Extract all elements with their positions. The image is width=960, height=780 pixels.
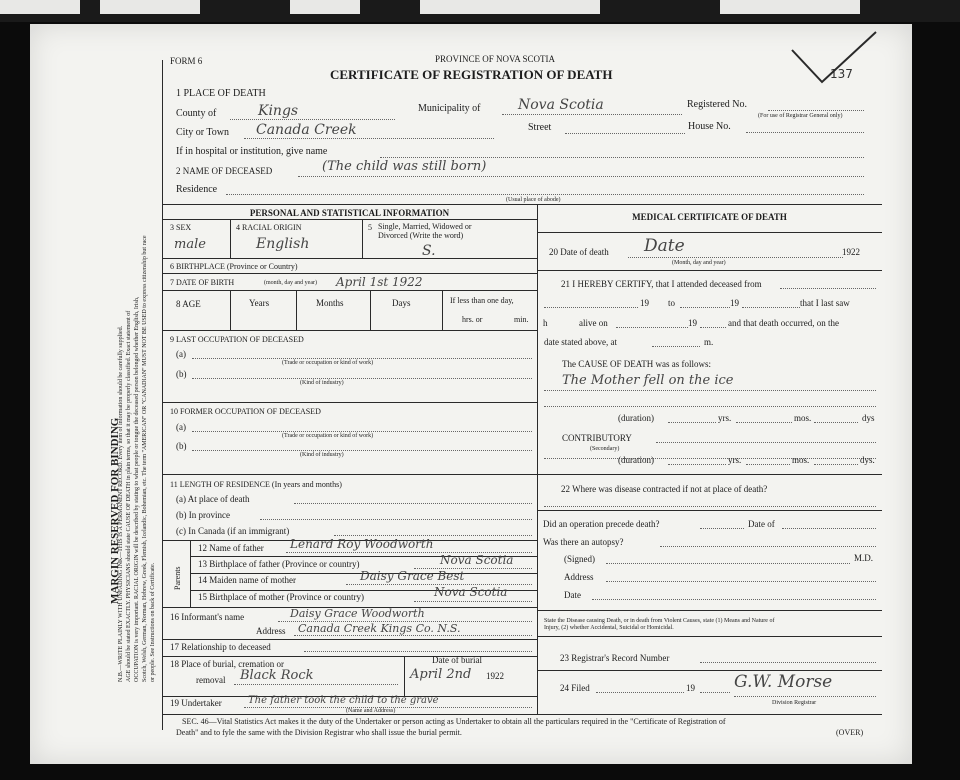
former-industry-note: (Kind of industry) (300, 452, 344, 458)
fill-line (814, 422, 858, 423)
row-rule (162, 273, 537, 274)
check-mark-icon (790, 30, 880, 90)
former-occupation-b: (b) (176, 441, 187, 451)
residence-note: (Usual place of abode) (506, 197, 561, 203)
certify-19-from: 19 (640, 298, 649, 308)
binding-margin-label: MARGIN RESERVED FOR BINDING (109, 417, 121, 604)
age-months-label: Months (316, 298, 344, 308)
province-heading: PROVINCE OF NOVA SCOTIA (434, 54, 556, 64)
row-rule (537, 510, 882, 511)
fill-line (746, 132, 864, 133)
house-no-label: House No. (688, 121, 731, 132)
scan-edge-strip (290, 0, 360, 14)
residence-place: (a) At place of death (176, 494, 250, 504)
fill-line (628, 257, 843, 258)
min-label: min. (514, 315, 529, 324)
fill-line (734, 696, 876, 697)
certificate-title: CERTIFICATE OF REGISTRATION OF DEATH (330, 67, 613, 82)
over-label: (OVER) (836, 728, 864, 737)
place-of-death-heading: 1 PLACE OF DEATH (176, 88, 266, 99)
duration-label: (duration) (618, 413, 654, 423)
fill-line (592, 599, 876, 600)
registrar-signature: G.W. Morse (734, 672, 833, 692)
certify-19-to: 19 (730, 298, 739, 308)
certify-last-saw: that I last saw (800, 298, 850, 308)
md-label: M.D. (854, 553, 874, 563)
less-than-day-label: If less than one day, (450, 296, 514, 305)
cell-divider (442, 290, 443, 330)
cell-divider (230, 219, 231, 258)
fill-line (226, 194, 864, 195)
bottom-rule (162, 714, 882, 715)
fill-line (768, 110, 864, 111)
city-label: City or Town (176, 127, 230, 138)
age-days-label: Days (392, 298, 411, 308)
row-rule (537, 474, 882, 475)
certify-and-that: and that death occurred, on the (728, 318, 839, 328)
duration-dys: dys (862, 413, 875, 423)
fill-line (736, 422, 792, 423)
marital-label-line1: Single, Married, Widowed or (378, 222, 472, 231)
footer-line2: Death" and to fyle the same with the Division Registrar who shall issue the burial permit. (176, 728, 462, 737)
cause-of-death-label: The CAUSE OF DEATH was as follows: (562, 359, 711, 369)
contributory-label: CONTRIBUTORY (562, 433, 632, 443)
secondary-note: (Secondary) (590, 446, 620, 452)
dob-note: (month, day and year) (264, 280, 317, 286)
former-occupation-a: (a) (176, 422, 186, 432)
undertaker-value: The father took the child to the grave (248, 695, 439, 706)
fill-line (700, 327, 726, 328)
operation-date-label: Date of (748, 519, 775, 529)
footer-line1: SEC. 46—Vital Statistics Act makes it the duty of the Undertaker or person acting as Undertaker to obtain all the particulars required in the "Certificate of Registration of (182, 717, 726, 726)
row-rule (537, 270, 882, 271)
sex-value: male (174, 237, 206, 252)
contributory-dys: dys. (860, 455, 875, 465)
fill-line (304, 651, 532, 652)
death-date-label: 20 Date of death (549, 247, 609, 257)
fill-line (616, 327, 688, 328)
occupation-b: (b) (176, 369, 187, 379)
fill-line (192, 358, 532, 359)
residence-province: (b) In province (176, 510, 230, 520)
last-occupation-label: 9 LAST OCCUPATION OF DECEASED (170, 335, 304, 344)
margin-instruction-line: N.B.—WRITE PLAINLY WITH UNFADING INK—THIS IS A PERMANENT RECORD. Every item of information should be carefully supplied. (118, 325, 124, 682)
hrs-label: hrs. or (462, 315, 483, 324)
mother-birthplace-label: 15 Birthplace of mother (Province or country) (198, 592, 364, 602)
left-margin-rule (162, 60, 163, 730)
physician-date-label: Date (564, 590, 581, 600)
scanner-top-edge (0, 0, 960, 22)
informant-name-value: Daisy Grace Woodworth (290, 607, 425, 620)
fill-line (260, 519, 532, 520)
certificate-sheet (30, 24, 912, 764)
row-rule (162, 290, 537, 291)
operation-question: Did an operation precede death? (543, 519, 660, 529)
city-value: Canada Creek (256, 122, 357, 138)
racial-origin-value: English (256, 236, 310, 252)
death-date-value: Date (644, 236, 685, 256)
burial-date-label: Date of burial (432, 655, 482, 665)
margin-instruction-line: OCCUPATION is very important. RACIAL ORIGIN will be described by stating to what people or tongue the deceased person belonged whether English, Irish, (134, 296, 140, 682)
row-rule (162, 219, 537, 220)
mother-name-label: 14 Maiden name of mother (198, 575, 296, 585)
fill-line (606, 563, 850, 564)
fill-line (244, 138, 494, 139)
fill-line (700, 662, 876, 663)
fill-line (652, 346, 700, 347)
fill-line (814, 464, 858, 465)
former-trade-note: (Trade or occupation or kind of work) (282, 433, 374, 439)
burial-date-value: April 2nd (410, 667, 472, 682)
mother-birthplace-value: Nova Scotia (434, 585, 508, 599)
fill-line (596, 692, 684, 693)
burial-place-value: Black Rock (240, 668, 314, 683)
violent-causes-note-line1: State the Disease causing Death, or in death from Violent Causes, state (1) Means and Nature of (544, 618, 775, 624)
fill-line (565, 133, 685, 134)
cause-of-death-value: The Mother fell on the ice (562, 373, 734, 388)
filed-year: 19 (686, 683, 695, 693)
row-rule (162, 258, 537, 259)
registered-note: (For use of Registrar General only) (758, 113, 843, 119)
fill-line (606, 581, 876, 582)
fill-line (294, 503, 532, 504)
dob-label: 7 DATE OF BIRTH (170, 278, 235, 287)
scan-edge-strip (420, 0, 600, 14)
row-rule (537, 636, 882, 637)
filed-label: 24 Filed (560, 683, 590, 693)
dob-value: April 1st 1922 (336, 275, 423, 289)
fill-line (192, 450, 532, 451)
physician-address-label: Address (564, 572, 594, 582)
fill-line (780, 288, 876, 289)
industry-note: (Kind of industry) (300, 380, 344, 386)
row-rule (162, 474, 537, 475)
fill-line (544, 506, 876, 507)
registrar-note: Division Registrar (772, 700, 817, 706)
contributory-mos: mos. (792, 455, 810, 465)
fill-line (544, 406, 876, 407)
certify-date-stated: date stated above, at (544, 337, 617, 347)
trade-note: (Trade or occupation or kind of work) (282, 360, 374, 366)
father-birthplace-label: 13 Birthplace of father (Province or country) (198, 559, 360, 569)
medical-heading: MEDICAL CERTIFICATE OF DEATH (632, 212, 787, 222)
margin-instruction-line: or people. See Instructions on back of Certificate. (150, 562, 156, 682)
fill-line (294, 635, 532, 636)
fill-line (502, 114, 682, 115)
scan-edge-strip (720, 0, 860, 14)
deceased-name-value: (The child was still born) (322, 159, 487, 174)
length-of-residence-label: 11 LENGTH OF RESIDENCE (In years and months) (170, 480, 342, 489)
margin-instruction-line: AGE should be stated EXACTLY. PHYSICIANS should state CAUSE OF DEATH in plain terms, so that it may be properly classified. Exact statement of (126, 310, 132, 682)
column-divider (537, 204, 538, 714)
marital-value: S. (422, 243, 436, 259)
hospital-label: If in hospital or institution, give name (176, 146, 328, 157)
certify-to: to (668, 298, 676, 308)
scan-edge-strip (0, 0, 80, 14)
margin-instruction-line: Scotch, Welsh, German, Norman, Hebrew, Greek, Flemish, Icelandic, Bohemian, etc. The term "AMERICAN" OR "CANADIAN" MUST NOT BE USED to express citizenship but race (142, 235, 148, 682)
fill-line (192, 378, 532, 379)
row-rule (162, 330, 537, 331)
fill-line (700, 692, 730, 693)
violent-causes-note-line2: Injury, (2) whether Accidental, Suicidal or Homicidal. (544, 625, 674, 631)
fill-line (414, 601, 532, 602)
father-birthplace-value: Nova Scotia (440, 553, 514, 567)
form-number: FORM 6 (170, 56, 203, 66)
mother-name-value: Daisy Grace Best (360, 569, 465, 583)
certify-h: h (543, 318, 548, 328)
personal-info-heading: PERSONAL AND STATISTICAL INFORMATION (249, 208, 450, 218)
informant-address-label: Address (256, 626, 286, 636)
cell-divider (362, 219, 363, 258)
parents-side-label: Parents (173, 566, 182, 590)
marital-num: 5 (368, 223, 372, 232)
row-rule (537, 610, 882, 611)
fill-line (680, 307, 730, 308)
cell-divider (296, 290, 297, 330)
informant-address-value: Canada Creek Kings Co. N.S. (298, 622, 461, 635)
age-label: 8 AGE (176, 299, 201, 309)
racial-origin-label: 4 RACIAL ORIGIN (236, 223, 302, 232)
certify-19-alive: 19 (688, 318, 697, 328)
informant-name-label: 16 Informant's name (170, 612, 245, 622)
burial-label-line2: removal (196, 675, 226, 685)
cell-divider (230, 290, 231, 330)
row-rule (537, 670, 882, 671)
fill-line (668, 422, 716, 423)
certify-statement: 21 I HEREBY CERTIFY, that I attended deceased from (561, 279, 762, 289)
fill-line (544, 307, 638, 308)
father-name-value: Lenard Roy Woodworth (290, 537, 434, 551)
signed-label: (Signed) (564, 554, 595, 564)
burial-year: 1922 (486, 671, 504, 681)
birthplace-label: 6 BIRTHPLACE (Province or Country) (170, 262, 298, 271)
scan-edge-strip (100, 0, 200, 14)
row-rule (162, 402, 537, 403)
occupation-a: (a) (176, 349, 186, 359)
autopsy-question: Was there an autopsy? (543, 537, 624, 547)
page-annotation: 137 (830, 67, 853, 81)
death-date-note: (Month, day and year) (672, 260, 726, 266)
registrar-record-label: 23 Registrar's Record Number (560, 653, 670, 663)
fill-line (668, 464, 726, 465)
fill-line (660, 546, 876, 547)
row-rule (162, 639, 537, 640)
duration-yrs: yrs. (718, 413, 732, 423)
disease-contracted-question: 22 Where was disease contracted if not at place of death? (561, 484, 768, 494)
burial-label-line1: 18 Place of burial, cremation or (170, 659, 284, 669)
fill-line (746, 464, 790, 465)
contributory-duration-label: (duration) (618, 455, 654, 465)
fill-line (334, 535, 532, 536)
deceased-name-label: 2 NAME OF DECEASED (176, 166, 273, 176)
residence-label: Residence (176, 184, 218, 195)
residence-canada: (c) In Canada (if an immigrant) (176, 526, 290, 536)
county-value: Kings (258, 103, 299, 119)
fill-line (234, 684, 398, 685)
cell-divider (370, 290, 371, 330)
certify-alive-on: alive on (579, 318, 608, 328)
fill-line (544, 390, 876, 391)
age-years-label: Years (249, 298, 270, 308)
fill-line (544, 458, 876, 459)
father-name-label: 12 Name of father (198, 543, 264, 553)
municipality-value: Nova Scotia (518, 97, 604, 113)
cell-divider (404, 656, 405, 696)
fill-line (192, 431, 532, 432)
fill-line (742, 307, 800, 308)
fill-line (700, 528, 744, 529)
fill-line (656, 442, 876, 443)
municipality-label: Municipality of (418, 103, 481, 114)
fill-line (380, 157, 864, 158)
registered-no-label: Registered No. (687, 99, 747, 110)
fill-line (782, 528, 876, 529)
county-label: County of (176, 108, 217, 119)
former-occupation-label: 10 FORMER OCCUPATION OF DECEASED (170, 407, 321, 416)
contributory-yrs: yrs. (728, 455, 742, 465)
street-label: Street (528, 122, 552, 133)
fill-line (298, 176, 864, 177)
duration-mos: mos. (794, 413, 812, 423)
fill-line (230, 119, 395, 120)
relationship-label: 17 Relationship to deceased (170, 642, 271, 652)
death-year: 1922 (842, 247, 860, 257)
undertaker-note: (Name and Address) (346, 708, 396, 714)
section-rule (162, 204, 882, 205)
row-rule (537, 232, 882, 233)
undertaker-label: 19 Undertaker (170, 698, 222, 708)
certify-m: m. (704, 337, 714, 347)
sex-label: 3 SEX (170, 223, 192, 232)
marital-label-line2: Divorced (Write the word) (378, 231, 464, 240)
